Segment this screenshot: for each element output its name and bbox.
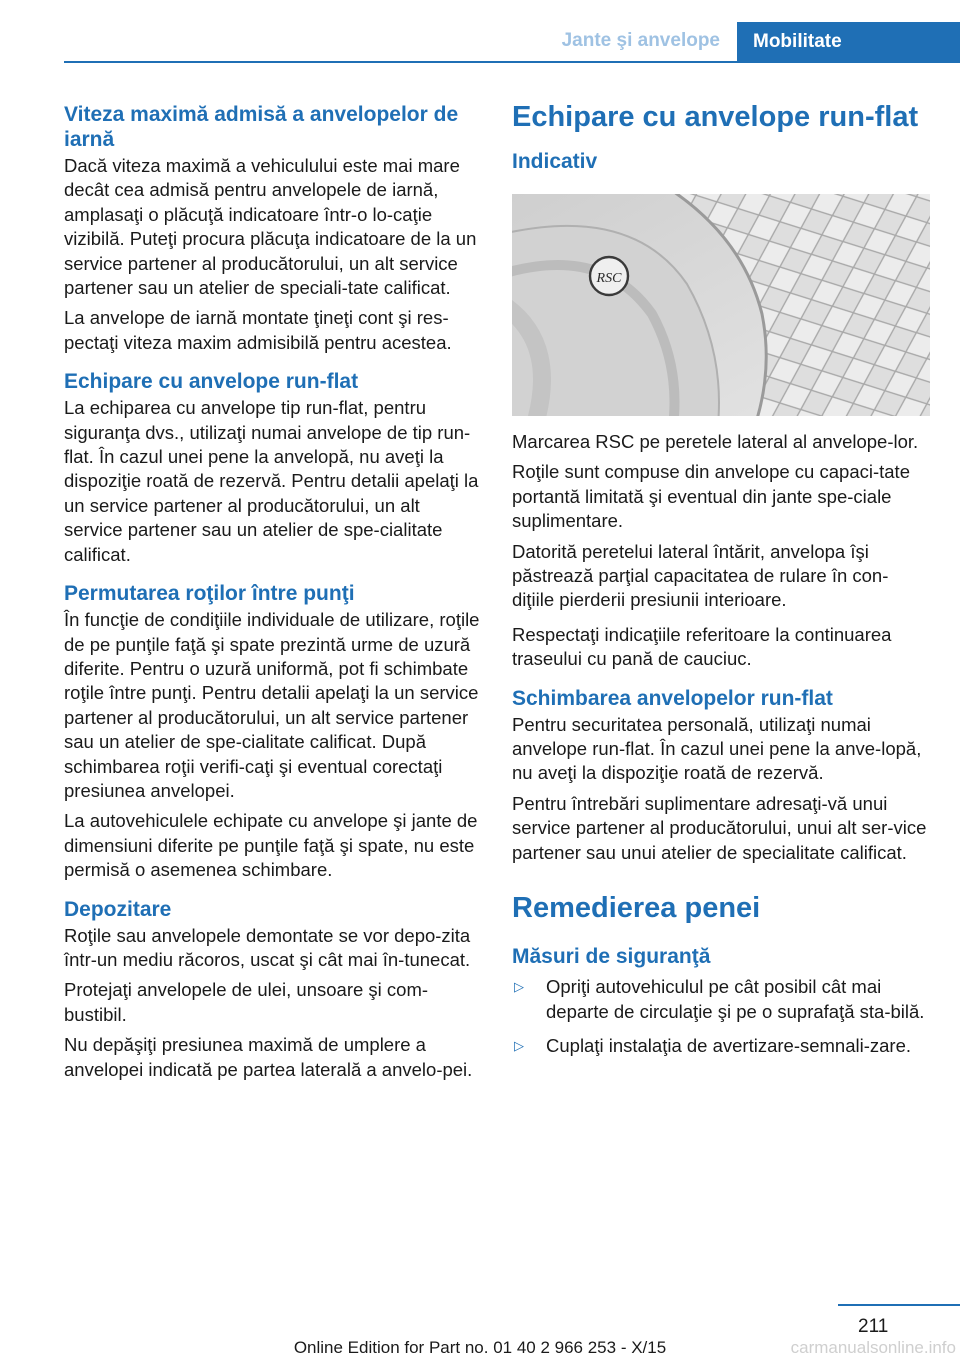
triangle-bullet-icon: ▷ [514, 979, 524, 995]
storage-heading: Depozitare [64, 897, 172, 921]
section-label: Jante şi anvelope [561, 30, 720, 51]
winter-speed-paragraph-2: La anvelope de iarnă montate ţineţi cont şi res‐pectaţi viteza maxim admisibilă pentru acestea. [64, 307, 452, 353]
safety-subheading: Măsuri de siguranţă [512, 945, 711, 969]
rsc-paragraph-3: Datorită peretelui lateral întărit, anvelopa îşi păstrează parţial capacitatea de rulare în con‐diţiile pierderii presiunii interioare. [512, 540, 889, 611]
runflat-equip-paragraph: La echiparea cu anvelope tip run-flat, pentru siguranţa dvs., utilizaţi numai anvelope de tip run-flat. În cazul unei pene la anvelopă, nu aveţi la dispoziţie roată de rezervă. Pentru detalii apelaţi la un service partener al producătorului, un alt service partener sau un atelier de spe‐cialitate calificat. [64, 397, 479, 565]
rotation-heading: Permutarea roţilor între punţi [64, 582, 355, 606]
change-runflat-paragraph-1: Pentru securitatea personală, utilizaţi numai anvelope run-flat. În cazul unei pene la anve‐lopă, nu aveţi la dispoziţie roată de rezervă. [512, 713, 922, 784]
storage-paragraph-2: Protejaţi anvelopele de ulei, unsoare şi com‐bustibil. [64, 979, 429, 1025]
rsc-logo-text: RSC [596, 271, 622, 286]
runflat-equip-heading: Echipare cu anvelope run-flat [64, 370, 359, 394]
rsc-paragraph-1: Marcarea RSC pe peretele lateral al anvelope‐lor. [512, 431, 919, 452]
rotation-paragraph-2: La autovehiculele echipate cu anvelope şi jante de dimensiuni diferite pe punţile faţă şi spate, nu este permisă o asemenea schimbare. [64, 810, 478, 881]
left-column [64, 102, 482, 1088]
rsc-paragraph-2: Roţile sunt compuse din anvelope cu capaci‐tate portantă limitată şi eventual din jante spe‐ciale suplimentare. [512, 461, 910, 532]
list-item-text: Cuplaţi instalaţia de avertizare-semnali‐zare. [546, 1034, 912, 1056]
triangle-bullet-icon: ▷ [514, 1037, 524, 1053]
watermark: carmanualsonline.info [790, 1338, 956, 1357]
indicator-subheading: Indicativ [512, 150, 598, 173]
puncture-heading: Remedierea penei [512, 892, 761, 925]
winter-speed-heading: Viteza maximă admisă a anvelopelor de iarnă [64, 103, 459, 151]
header-rule [64, 61, 960, 63]
page-number: 211 [858, 1316, 889, 1337]
tire-illustration-svg [512, 194, 930, 416]
page-header [0, 0, 960, 62]
change-runflat-paragraph-2: Pentru întrebări suplimentare adresaţi-vă unui service partener al producătorului, unui alt ser‐vice partener sau unui atelier de specialitate calificat. [512, 792, 927, 863]
storage-paragraph-3: Nu depăşiţi presiunea maximă de umplere a anvelopei indicată pe partea laterală a anvelo‐pei. [64, 1034, 473, 1080]
right-column [512, 102, 930, 1068]
rotation-paragraph-1: În funcţie de condiţiile individuale de utilizare, roţile de pe punţile faţă şi spate prezintă urme de uzură diferite. Pentru o uzură uniformă, pot fi schimbate roţile între punţi. Pentru detalii apelaţi la un service partener al producătorului, un alt service partener sau un atelier de spe‐cialitate calificat. După schimbarea roţii verifi‐caţi şi eventual corectaţi presiunea anvelopei. [64, 609, 480, 801]
winter-speed-paragraph-1: Dacă viteza maximă a vehiculului este mai mare decât cea admisă pentru anvelopele de iarnă, amplasaţi o plăcuţă indicatoare într-o lo‐caţie vizibilă. Puteţi procura plăcuţa indicatoare de la un service partener al producătorului, un alt service partener sau un atelier de speciali‐tate calificat. [64, 155, 477, 299]
runflat-section-heading: Echipare cu anvelope run-flat [512, 101, 919, 133]
footer-rule [838, 1304, 960, 1306]
edition-footer: Online Edition for Part no. 01 40 2 966 253 - X/15 [293, 1338, 667, 1357]
chapter-tab: Mobilitate [737, 22, 960, 62]
rsc-paragraph-4: Respectaţi indicaţiile referitoare la continuarea traseului cu pană de cauciuc. [512, 623, 892, 670]
change-runflat-heading: Schimbarea anvelopelor run-flat [512, 686, 833, 710]
list-item [512, 975, 930, 1024]
list-item [512, 1034, 930, 1058]
storage-paragraph-1: Roţile sau anvelopele demontate se vor depo‐zita într-un mediu răcoros, uscat şi cât mai în‐tunecat. [64, 924, 471, 970]
rsc-tire-illustration [512, 194, 930, 416]
list-item-text: Opriţi autovehiculul pe cât posibil cât mai departe de circulaţie şi pe o suprafaţă sta‐bilă. [546, 976, 925, 1022]
